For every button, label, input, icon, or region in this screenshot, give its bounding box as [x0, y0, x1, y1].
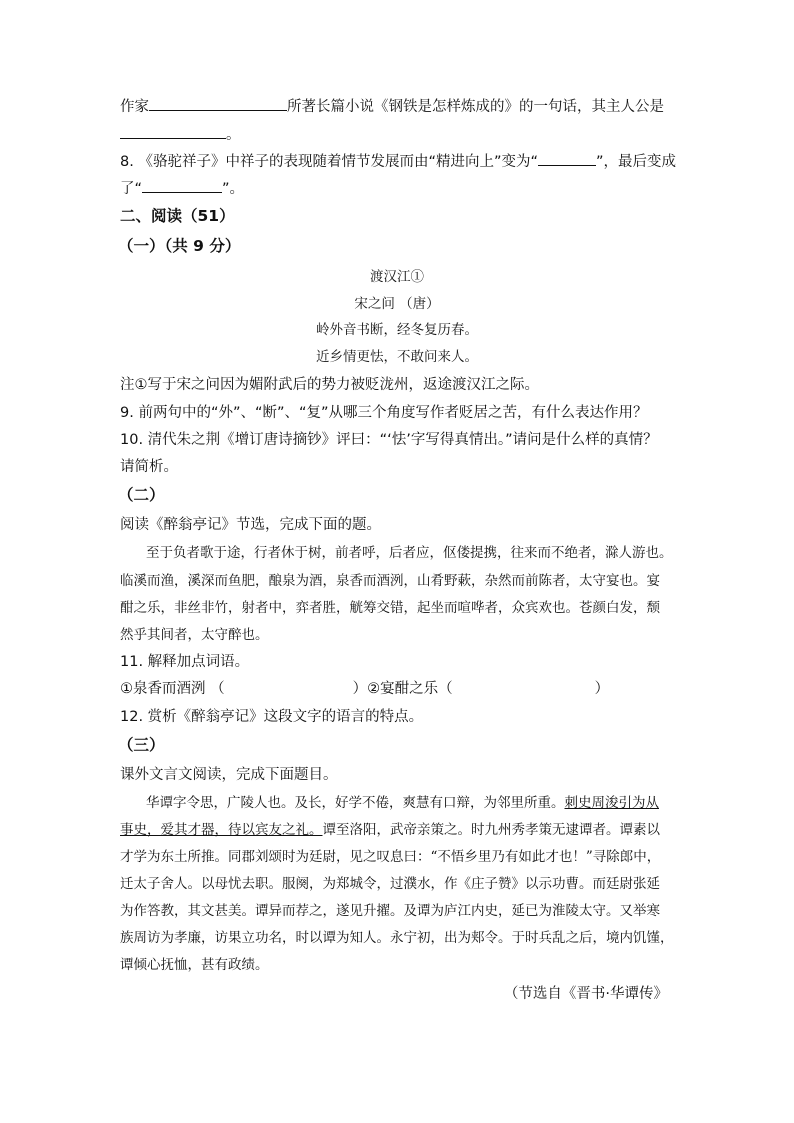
poem-author: 宋之问 （唐） [354, 296, 440, 312]
part3-underlined-text: 刺史周浚引为从 [564, 795, 659, 811]
poem-title: 渡汉江① [370, 269, 424, 285]
part3-text: 华谭字令思，广陵人也。及长，好学不倦，爽慧有口辩，为邻里所重。 [146, 795, 565, 811]
q7-end: 。 [226, 127, 241, 143]
poem-line-1: 岭外音书断，经冬复历春。 [316, 322, 478, 338]
part3-text: 谭至洛阳，武帝亲策之。时九州秀孝策无逮谭者。谭素以 [322, 822, 660, 838]
part2-title: （二） [118, 486, 165, 504]
q8-blank-2[interactable] [142, 178, 222, 193]
q7-line2 [120, 124, 680, 145]
q11-item-1: ①泉香而酒洌 （ [120, 681, 225, 697]
part2-passage-line: 至于负者歌于途，行者休于树，前者呼，后者应，伛偻提携，往来而不绝者，滁人游也。 [146, 545, 673, 561]
part3-underlined-text: 事史，爱其才器，待以宾友之礼。 [120, 822, 323, 838]
q8-text-a: 8. 《骆驼祥子》中祥子的表现随着情节发展而由“精进向上”变为“ [120, 154, 538, 170]
q7-text-b: 所著长篇小说《钢铁是怎样炼成的》的一句话，其主人公是 [287, 99, 664, 115]
part3-passage-line: 为作答教，其文甚美。谭异而荐之，遂见升擢。及谭为庐江内史，延已为淮陵太守。又举寒 [120, 903, 660, 919]
q8-text-b: ”，最后变成 [595, 154, 676, 170]
part3-title: （三） [118, 736, 165, 754]
q8-line1 [120, 151, 680, 172]
poem-line-2: 近乡情更怯，不敢问来人。 [316, 349, 478, 365]
q12: 12. 赏析《醉翁亭记》这段文字的语言的特点。 [120, 709, 424, 725]
q11-item-end: ） [594, 681, 610, 697]
q11-items [120, 679, 680, 699]
q8-text-c: 了“ [120, 181, 143, 197]
q11-item-2: ）②宴酣之乐（ [352, 681, 453, 697]
part3-source: （节选自《晋书·华谭传》 [503, 986, 668, 1002]
q10-line2: 请简析。 [120, 459, 178, 475]
section2-title: 二、阅读（51） [120, 207, 235, 225]
part3-passage-line [120, 820, 680, 840]
q8-blank-1[interactable] [538, 151, 596, 166]
q7-text-a: 作家 [120, 99, 149, 115]
part3-passage-line: 族周访为孝廉，访果立功名，时以谭为知人。永宁初，出为郏令。于时兵乱之后，境内饥馑， [120, 930, 674, 946]
part2-passage-line: 酣之乐，非丝非竹，射者中，弈者胜，觥筹交错，起坐而喧哗者，众宾欢也。苍颜白发，颓 [120, 600, 660, 616]
q8-text-d: ”。 [222, 181, 245, 197]
part3-passage-line [146, 793, 680, 813]
part3-passage-line: 才学为东土所推。同郡刘颂时为廷尉，见之叹息曰：“不悟乡里乃有如此才也！”寻除郎中， [120, 849, 661, 865]
q8-line2 [120, 178, 680, 199]
q9: 9. 前两句中的“外”、“断”、“复”从哪三个角度写作者贬居之苦，有什么表达作用？ [120, 405, 648, 421]
q7-line1 [120, 96, 680, 117]
part3-intro: 课外文言文阅读，完成下面题目。 [120, 767, 338, 783]
q11: 11. 解释加点词语。 [120, 654, 250, 670]
part3-passage-line: 谭倾心抚恤，甚有政绩。 [120, 957, 269, 973]
part1-title: （一）（共 9 分） [118, 237, 241, 255]
q7-blank-author[interactable] [149, 96, 287, 111]
part2-passage-line: 临溪而渔，溪深而鱼肥，酿泉为酒，泉香而酒洌，山肴野蔌，杂然而前陈者，太守宴也。宴 [120, 573, 660, 589]
part3-passage-line: 迁太子舍人。以母忧去职。服阕，为郑城令，过濮水，作《庄子赞》以示功曹。而廷尉张延 [120, 876, 660, 892]
q10-line1: 10. 清代朱之荆《增订唐诗摘钞》评曰：“‘怯’字写得真情出。”请问是什么样的真情？ [120, 432, 658, 448]
part2-intro: 阅读《醉翁亭记》节选，完成下面的题。 [120, 517, 381, 533]
q7-blank-protagonist[interactable] [120, 124, 226, 139]
poem-note: 注①写于宋之问因为媚附武后的势力被贬泷州，返途渡汉江之际。 [120, 377, 539, 393]
part2-passage-line: 然乎其间者，太守醉也。 [120, 627, 269, 643]
